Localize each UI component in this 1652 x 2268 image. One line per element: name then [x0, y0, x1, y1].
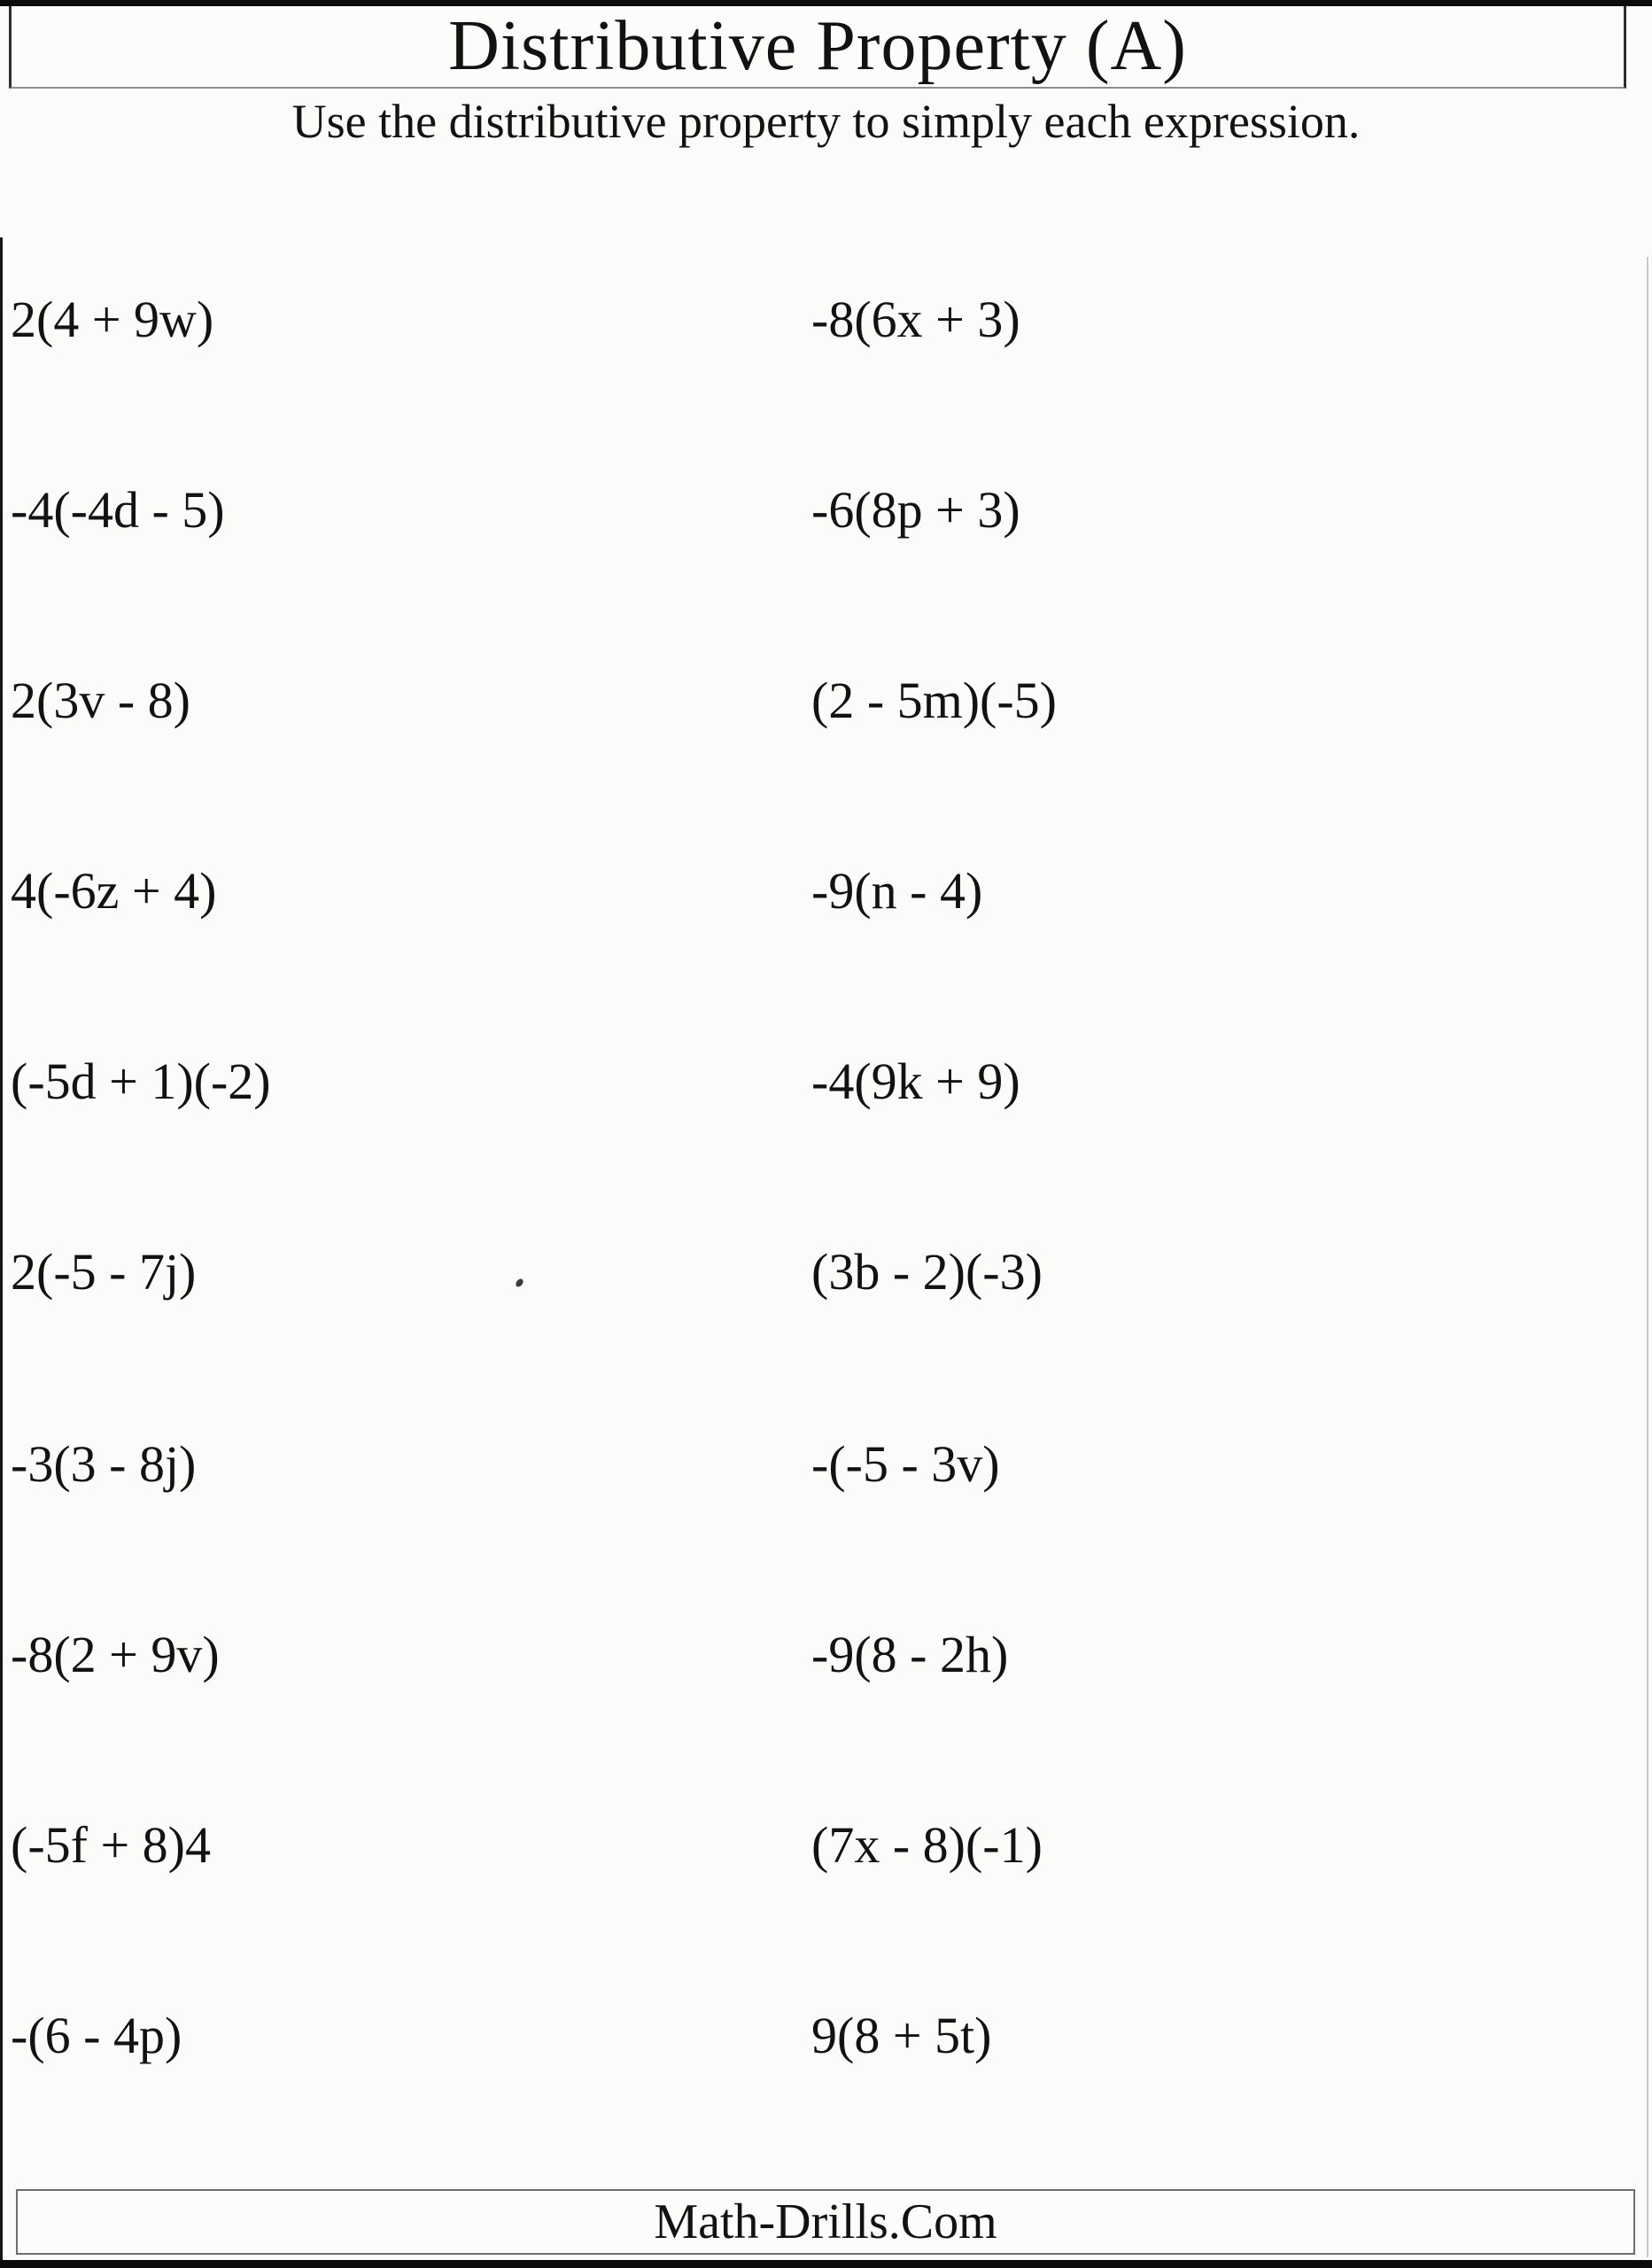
- problem-cell: -4(-4d - 5): [11, 481, 225, 539]
- problem-cell: (7x - 8)(-1): [811, 1816, 1043, 1874]
- scan-edge-right: [1647, 257, 1648, 2257]
- problem-cell: 2(4 + 9w): [11, 291, 214, 348]
- worksheet-title: Distributive Property (A): [448, 7, 1187, 85]
- problem-cell: 2(3v - 8): [11, 672, 190, 729]
- footer-box: [16, 2189, 1635, 2255]
- problem-cell: 4(-6z + 4): [11, 862, 217, 920]
- instructions-text: Use the distributive property to simply each expression.: [291, 95, 1361, 148]
- scan-edge-bottom: [0, 2260, 1652, 2268]
- problem-cell: (-5f + 8)4: [11, 1816, 211, 1874]
- problem-cell: -(-5 - 3v): [811, 1435, 1000, 1493]
- footer-text: Math-Drills.Com: [654, 2194, 997, 2249]
- problem-cell: -8(2 + 9v): [11, 1626, 220, 1683]
- problem-cell: 9(8 + 5t): [811, 2007, 992, 2064]
- problem-cell: -6(8p + 3): [811, 481, 1020, 539]
- problem-cell: -9(n - 4): [811, 862, 983, 920]
- title-box: [9, 6, 1626, 89]
- problem-cell: 2(-5 - 7j): [11, 1243, 197, 1301]
- problem-cell: (3b - 2)(-3): [811, 1243, 1043, 1301]
- problem-cell: (2 - 5m)(-5): [811, 672, 1058, 729]
- problem-cell: -(6 - 4p): [11, 2007, 182, 2064]
- problem-cell: (-5d + 1)(-2): [11, 1052, 271, 1110]
- problem-cell: -4(9k + 9): [811, 1052, 1020, 1110]
- scan-speck: [515, 1278, 525, 1288]
- scan-edge-top: [0, 0, 1652, 6]
- problem-cell: -9(8 - 2h): [811, 1626, 1009, 1683]
- problem-cell: -3(3 - 8j): [11, 1435, 197, 1493]
- scan-edge-left: [0, 237, 3, 2268]
- problem-cell: -8(6x + 3): [811, 291, 1020, 348]
